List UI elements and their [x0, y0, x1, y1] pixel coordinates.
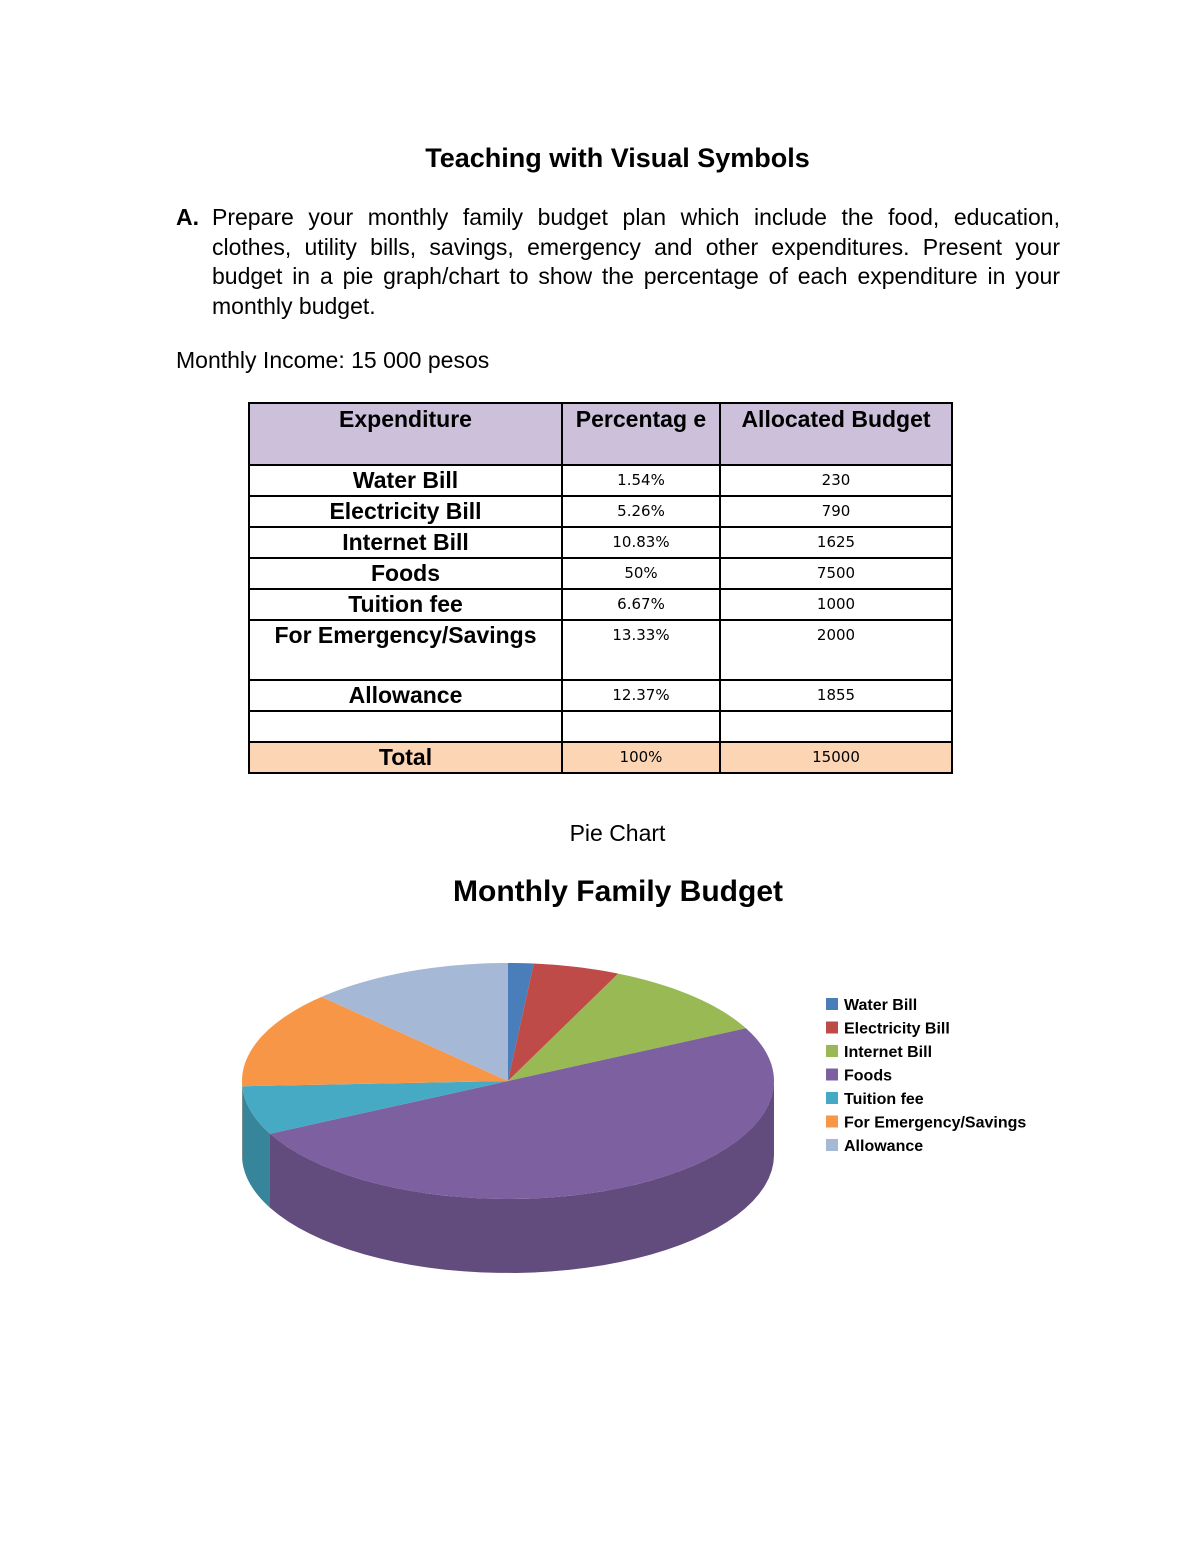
expenditure-budget: 7500	[720, 558, 952, 589]
table-row	[249, 620, 952, 680]
total-budget: 15000	[720, 742, 952, 773]
legend-swatch	[826, 1116, 838, 1128]
chart-title: Monthly Family Budget	[453, 875, 783, 908]
expenditure-percent: 12.37%	[562, 680, 720, 711]
expenditure-name: Foods	[249, 558, 562, 589]
table-row-empty	[249, 711, 952, 742]
total-percent: 100%	[562, 742, 720, 773]
expenditure-percent: 13.33%	[562, 620, 720, 680]
table-row	[249, 680, 952, 711]
pie-caption: Pie Chart	[569, 820, 666, 846]
expenditure-name: Water Bill	[249, 465, 562, 496]
expenditure-budget: 1625	[720, 527, 952, 558]
pie-chart	[200, 860, 1060, 1290]
legend-label: Allowance	[844, 1138, 924, 1155]
expenditure-percent: 50%	[562, 558, 720, 589]
budget-table	[248, 402, 953, 774]
page-title: Teaching with Visual Symbols	[425, 143, 810, 173]
expenditure-name: Allowance	[249, 680, 562, 711]
header-expenditure: Expenditure	[249, 403, 562, 465]
legend-label: Foods	[844, 1067, 892, 1085]
empty-cell	[562, 711, 720, 742]
empty-cell	[720, 711, 952, 742]
legend-swatch	[826, 1139, 838, 1151]
pie-slices	[242, 963, 774, 1273]
expenditure-budget: 1000	[720, 589, 952, 620]
chart-legend	[826, 997, 1026, 1155]
legend-label: Water Bill	[844, 997, 918, 1014]
expenditure-name: Internet Bill	[249, 527, 562, 558]
total-label: Total	[249, 742, 562, 773]
legend-label: Internet Bill	[844, 1044, 933, 1061]
legend-swatch	[826, 998, 838, 1010]
expenditure-name: For Emergency/Savings	[249, 620, 562, 680]
table-row	[249, 589, 952, 620]
table-row	[249, 465, 952, 496]
legend-swatch	[826, 1045, 838, 1057]
expenditure-percent: 5.26%	[562, 496, 720, 527]
instruction-marker: A.	[176, 204, 199, 230]
expenditure-name: Tuition fee	[249, 589, 562, 620]
table-row	[249, 496, 952, 527]
instruction-text: Prepare your monthly family budget plan which include the food, education, clothes, utility bills, savings, emergency and other expenditures. Present your budget in a pie graph/chart to show the percentage of each expenditure in your monthly budget.	[212, 204, 1060, 319]
expenditure-budget: 1855	[720, 680, 952, 711]
expenditure-budget: 2000	[720, 620, 952, 680]
expenditure-budget: 790	[720, 496, 952, 527]
legend-label: For Emergency/Savings	[844, 1114, 1027, 1132]
table-total-row	[249, 742, 952, 773]
expenditure-name: Electricity Bill	[249, 496, 562, 527]
expenditure-budget: 230	[720, 465, 952, 496]
table-row	[249, 527, 952, 558]
table-header-row	[249, 403, 952, 465]
legend-swatch	[826, 1022, 838, 1034]
table-row	[249, 558, 952, 589]
legend-label: Electricity Bill	[844, 1020, 950, 1038]
empty-cell	[249, 711, 562, 742]
legend-swatch	[826, 1069, 838, 1081]
expenditure-percent: 6.67%	[562, 589, 720, 620]
expenditure-percent: 10.83%	[562, 527, 720, 558]
instruction	[176, 203, 1060, 321]
header-allocated-budget: Allocated Budget	[720, 403, 952, 465]
monthly-income: Monthly Income: 15 000 pesos	[176, 347, 490, 373]
legend-label: Tuition fee	[844, 1091, 924, 1108]
expenditure-percent: 1.54%	[562, 465, 720, 496]
header-percentage: Percentag e	[562, 403, 720, 465]
legend-swatch	[826, 1092, 838, 1104]
